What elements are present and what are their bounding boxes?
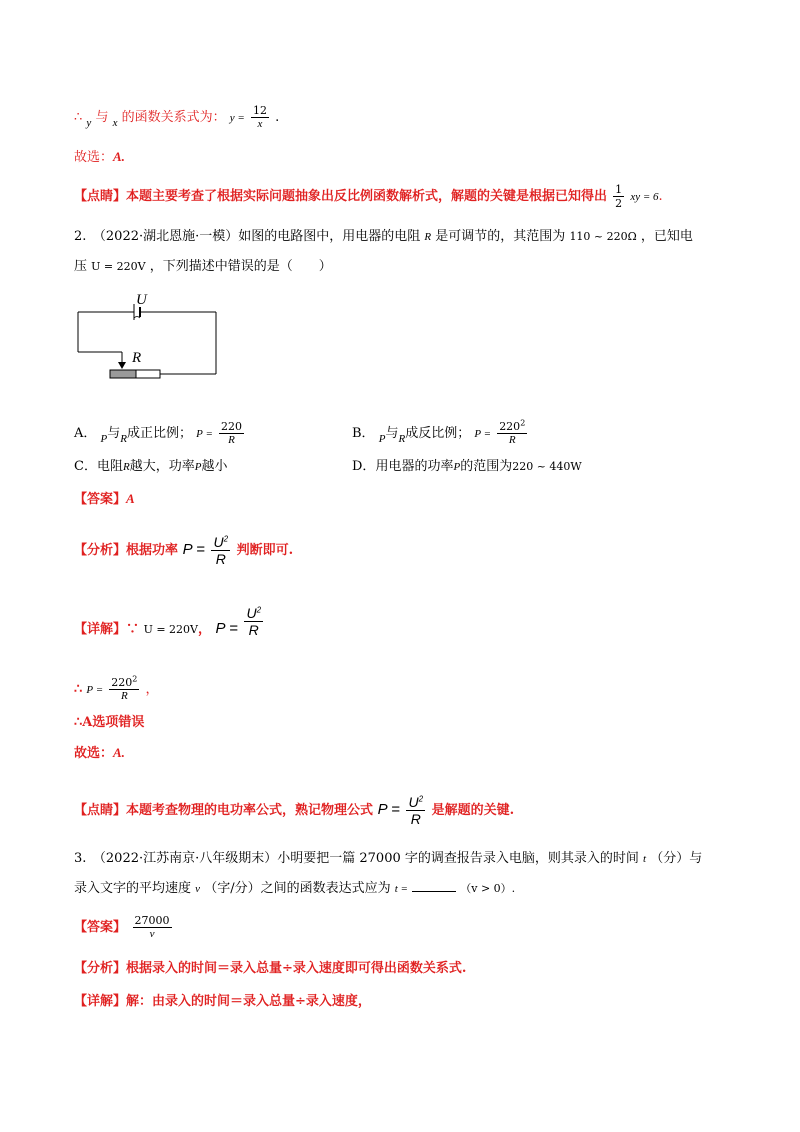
fraction-U2-over-R <box>244 605 263 638</box>
comment-line-1 <box>74 183 663 210</box>
equation-lhs: P = <box>474 428 492 440</box>
q3-text-d: （字/分）之间的函数表达式应为 <box>204 881 391 896</box>
q2-choice-line <box>74 744 125 763</box>
option-text-c: 越小 <box>201 459 228 474</box>
frac-den: v <box>149 928 155 940</box>
frac-num: 1 <box>615 183 623 196</box>
equation-lhs: y = <box>229 112 245 124</box>
var-R: R <box>424 231 432 243</box>
q2-text-b: 是可调节的，其范围为 <box>435 229 566 244</box>
exponent: 2 <box>520 418 526 428</box>
var-P: P <box>453 461 461 473</box>
q2-text-d: 压 <box>74 259 88 274</box>
var-P: P <box>194 461 202 473</box>
var-R: R <box>398 433 406 445</box>
comment-tag: 【点睛】 <box>74 189 127 204</box>
power-range: 220 ~ 440W <box>512 460 582 473</box>
resistor-used-part <box>110 370 136 378</box>
wrong-option-text: ∴A选项错误 <box>74 715 145 730</box>
option-c <box>74 458 227 476</box>
frac-den: R <box>508 434 516 446</box>
var-R: R <box>120 433 128 445</box>
comma: ， <box>197 622 211 637</box>
fraction-220-over-R <box>219 420 244 447</box>
q2-line-1 <box>74 228 693 246</box>
option-text-b: 的范围为 <box>460 459 513 474</box>
var-v: v <box>195 883 201 895</box>
q3-detail <box>74 993 371 1011</box>
comment-text: 本题主要考查了根据实际问题抽象出反比例函数解析式，解题的关键是根据已知得出 <box>126 189 608 204</box>
with-text: 与 <box>95 110 109 125</box>
q3-analysis <box>74 960 466 978</box>
frac-num: 27000 <box>134 914 170 927</box>
exponent: 2 <box>418 794 424 804</box>
frac-den: R <box>410 811 421 827</box>
q2-text-c: ，已知电 <box>640 229 693 244</box>
frac-den: x <box>257 118 263 130</box>
frac-num: 220 <box>221 420 243 433</box>
answer-tag: 【答案】 <box>74 920 127 935</box>
option-text: 成正比例； <box>127 426 193 441</box>
exponent: 2 <box>256 605 262 615</box>
label-U: U <box>136 292 147 308</box>
q3-answer <box>74 914 174 941</box>
frac-num: U <box>408 794 419 810</box>
solution-relation-line <box>74 104 279 131</box>
var-P: P <box>100 433 108 445</box>
option-letter: D． <box>352 459 376 474</box>
frac-den: R <box>215 551 226 567</box>
equation-lhs: P = <box>196 428 213 440</box>
q2-analysis <box>74 534 293 567</box>
detail-tag: 【详解】 <box>74 994 127 1009</box>
equation-lhs: P = <box>182 541 205 558</box>
q3-line-1 <box>74 850 702 868</box>
option-text: 成反比例； <box>405 426 471 441</box>
option-letter: A． <box>74 426 97 441</box>
choice-answer: A. <box>113 149 125 164</box>
exponent: 2 <box>223 534 229 544</box>
option-text-a: 电阻 <box>96 459 123 474</box>
q3-text-c: 录入文字的平均速度 <box>74 881 192 896</box>
answer-value: A <box>126 491 135 506</box>
relation-text: 的函数关系式为： <box>121 110 226 125</box>
frac-num: 220 <box>499 420 521 433</box>
detail-tag: 【详解】 <box>74 622 127 637</box>
therefore-symbol: ∴ <box>74 110 83 125</box>
therefore-symbol: ∴ <box>74 682 83 697</box>
exponent: 2 <box>132 674 138 684</box>
choice-line-1 <box>74 148 125 167</box>
answer-blank <box>412 891 456 892</box>
with-text: 与 <box>385 426 399 441</box>
analysis-tag: 【分析】 <box>74 961 127 976</box>
q2-therefore-line <box>74 676 159 703</box>
equation-lhs: t = <box>394 883 408 895</box>
choice-label: 故选： <box>74 150 114 165</box>
detail-text: 解：由录入的时间＝录入总量÷录入速度， <box>126 994 371 1009</box>
fraction-12-over-x <box>251 104 269 131</box>
answer-tag: 【答案】 <box>74 492 127 507</box>
comment-tag: 【点睛】 <box>74 803 127 818</box>
option-a <box>74 420 246 447</box>
option-b <box>352 420 529 447</box>
q3-line-2 <box>74 880 515 898</box>
q2-text-e: ，下列描述中错误的是（ ） <box>149 259 332 274</box>
analysis-text: 根据录入的时间＝录入总量÷录入速度即可得出函数关系式. <box>126 961 467 976</box>
var-P: P <box>378 433 386 445</box>
analysis-text-b: 判断即可. <box>236 543 294 558</box>
q2-text-a: 2. （2022·湖北恩施·一模）如图的电路图中，用电器的电阻 <box>74 229 421 244</box>
q2-wrong-line <box>74 714 144 732</box>
option-d <box>352 458 582 476</box>
period: . <box>658 189 663 204</box>
resistor-unused-part <box>136 370 160 378</box>
resistance-range: 110 ~ 220Ω <box>569 230 637 243</box>
comment-text-b: 是解题的关键. <box>431 803 515 818</box>
var-R: R <box>122 461 130 473</box>
voltage-eq: U = 220V <box>91 260 146 273</box>
var-x: x <box>112 117 118 129</box>
label-R: R <box>132 350 142 366</box>
frac-den: R <box>228 434 235 446</box>
option-text-a: 用电器的功率 <box>375 459 454 474</box>
choice-answer: A. <box>113 745 125 760</box>
choice-label: 故选： <box>74 746 114 761</box>
analysis-tag: 【分析】 <box>74 543 127 558</box>
fraction-half <box>613 183 624 210</box>
option-text-b: 越大，功率 <box>129 459 195 474</box>
analysis-text-a: 根据功率 <box>126 543 179 558</box>
comma: ， <box>145 682 159 697</box>
slider-arrow-head <box>118 362 126 369</box>
fraction-220sq-over-R <box>109 676 139 703</box>
q3-text-a: 3. （2022·江苏南京·八年级期末）小明要把一篇 27000 字的调查报告录入电脑，则其录入的时间 <box>74 851 639 866</box>
fraction-220sq-over-R <box>497 420 527 447</box>
q2-line-2 <box>74 258 332 276</box>
period: . <box>275 110 280 125</box>
expression-xy: xy = 6 <box>630 191 659 203</box>
q3-text-b: （分）与 <box>650 851 703 866</box>
q2-answer <box>74 490 135 509</box>
condition: （v > 0）. <box>460 882 516 895</box>
frac-num: 12 <box>253 104 267 117</box>
option-letter: C． <box>74 459 97 474</box>
voltage-eq: U = 220V <box>143 623 198 636</box>
var-t: t <box>643 853 647 865</box>
equation-lhs: P = <box>377 801 400 818</box>
with-text: 与 <box>107 426 121 441</box>
circuit-diagram <box>70 292 230 392</box>
option-letter: B． <box>352 426 375 441</box>
fraction-27000-over-v <box>133 914 172 941</box>
q2-comment <box>74 794 514 827</box>
frac-num: U <box>213 534 224 550</box>
fraction-U2-over-R <box>406 794 425 827</box>
var-y: y <box>86 117 92 129</box>
because-symbol: ∵ <box>126 622 140 637</box>
frac-den: R <box>248 622 259 638</box>
fraction-U2-over-R <box>211 534 230 567</box>
equation-lhs: P = <box>86 684 104 696</box>
frac-den: 2 <box>615 197 623 210</box>
equation-lhs: P = <box>215 620 238 637</box>
q2-detail <box>74 605 265 646</box>
comment-text-a: 本题考查物理的电功率公式，熟记物理公式 <box>126 803 374 818</box>
frac-den: R <box>120 690 128 702</box>
frac-num: 220 <box>111 676 133 689</box>
frac-num: U <box>246 605 257 621</box>
